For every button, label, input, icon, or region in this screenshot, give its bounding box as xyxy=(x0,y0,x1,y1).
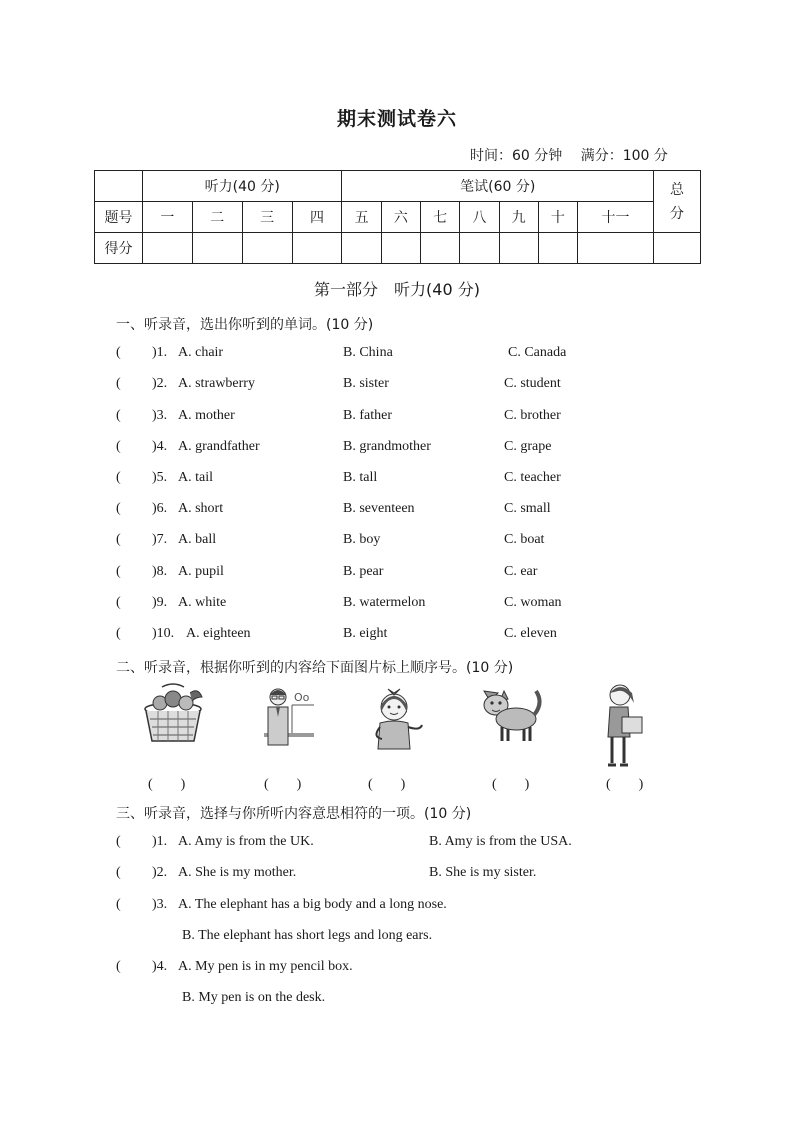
question-number: )6. xyxy=(152,501,168,516)
option-b: B. watermelon xyxy=(343,595,426,610)
answer-blank[interactable]: ( xyxy=(116,834,121,849)
option-b: B. eight xyxy=(343,626,388,641)
option-a: A. strawberry xyxy=(178,376,255,391)
option-c: C. woman xyxy=(504,595,562,610)
option-b: B. sister xyxy=(343,376,389,391)
section2-title: 二、听录音，根据你听到的内容给下面图片标上顺序号。(10 分) xyxy=(116,660,514,676)
option-b: B. She is my sister. xyxy=(429,865,537,880)
answer-blank[interactable]: ( xyxy=(116,564,121,579)
option-a: A. Amy is from the UK. xyxy=(178,834,314,849)
score-cell[interactable] xyxy=(421,233,460,264)
option-a: A. chair xyxy=(178,345,224,360)
option-c: C. boat xyxy=(504,532,545,547)
option-c: C. eleven xyxy=(504,626,557,641)
answer-blank[interactable]: ( xyxy=(116,345,121,360)
list-item xyxy=(116,439,736,459)
score-cell[interactable] xyxy=(342,233,381,264)
score-cell[interactable] xyxy=(460,233,499,264)
option-a: A. ball xyxy=(178,532,217,547)
answer-blank[interactable]: ( xyxy=(116,439,121,454)
question-number-cell: 二 xyxy=(192,202,242,233)
cat-picture xyxy=(478,683,544,745)
question-number: )1. xyxy=(152,834,168,849)
option-c: C. ear xyxy=(504,564,538,579)
question-number: )10. xyxy=(152,626,175,641)
list-item xyxy=(116,834,736,854)
picture-answer-blank[interactable]: ( ) xyxy=(148,777,186,792)
option-b: B. The elephant has short legs and long ears. xyxy=(182,928,433,943)
option-c: C. Canada xyxy=(508,345,567,360)
picture-answer-blank[interactable]: ( ) xyxy=(368,777,406,792)
score-cell[interactable] xyxy=(499,233,538,264)
question-number-cell: 五 xyxy=(342,202,381,233)
score-cell[interactable] xyxy=(538,233,577,264)
picture-answer-blank[interactable]: ( ) xyxy=(264,777,302,792)
list-item xyxy=(116,626,736,646)
answer-blank[interactable]: ( xyxy=(116,897,121,912)
answer-blank[interactable]: ( xyxy=(116,626,121,641)
list-item xyxy=(116,595,736,615)
question-number: )3. xyxy=(152,408,168,423)
list-item xyxy=(116,865,736,885)
list-item xyxy=(116,376,736,396)
question-number: )3. xyxy=(152,897,168,912)
list-item xyxy=(116,345,736,365)
section1-title: 一、听录音，选出你听到的单词。(10 分) xyxy=(116,317,374,333)
picture-answer-blank[interactable]: ( ) xyxy=(606,777,644,792)
time-limit: 时间：60 分钟 xyxy=(470,148,563,164)
question-number-cell: 一 xyxy=(143,202,193,233)
option-a: A. short xyxy=(178,501,224,516)
page-title: 期末测试卷六 xyxy=(336,108,457,130)
table-corner xyxy=(95,171,143,202)
answer-blank[interactable]: ( xyxy=(116,408,121,423)
option-a: A. My pen is in my pencil box. xyxy=(178,959,353,974)
list-item xyxy=(116,470,736,490)
answer-blank[interactable]: ( xyxy=(116,470,121,485)
option-c: C. grape xyxy=(504,439,552,454)
full-score: 满分：100 分 xyxy=(580,148,668,164)
question-number-cell: 八 xyxy=(460,202,499,233)
option-c: C. brother xyxy=(504,408,561,423)
option-c: C. small xyxy=(504,501,551,516)
question-number-cell: 九 xyxy=(499,202,538,233)
list-item xyxy=(116,408,736,428)
question-number-cell: 六 xyxy=(381,202,420,233)
section3-title: 三、听录音，选择与你所听内容意思相符的一项。(10 分) xyxy=(116,806,472,822)
answer-blank[interactable]: ( xyxy=(116,959,121,974)
option-a: A. pupil xyxy=(178,564,224,579)
question-number: )2. xyxy=(152,865,168,880)
option-b: B. tall xyxy=(343,470,378,485)
teacher-picture xyxy=(262,683,318,749)
option-a: A. mother xyxy=(178,408,235,423)
score-cell[interactable] xyxy=(381,233,420,264)
list-item xyxy=(116,532,736,552)
question-number: )8. xyxy=(152,564,168,579)
option-b: B. boy xyxy=(343,532,381,547)
question-number-cell: 七 xyxy=(421,202,460,233)
answer-blank[interactable]: ( xyxy=(116,595,121,610)
score-table xyxy=(94,170,701,264)
question-number: )1. xyxy=(152,345,168,360)
option-b: B. pear xyxy=(343,564,384,579)
girl-with-box-picture xyxy=(596,679,654,771)
option-a: A. The elephant has a big body and a long nose. xyxy=(178,897,447,912)
exam-meta xyxy=(470,145,682,165)
question-number: )2. xyxy=(152,376,168,391)
question-number: )9. xyxy=(152,595,168,610)
question-number-cell: 三 xyxy=(242,202,292,233)
total-header xyxy=(654,171,701,233)
option-b: B. father xyxy=(343,408,392,423)
total-label: 总分 xyxy=(670,181,684,222)
question-number-label: 题号 xyxy=(95,202,143,233)
score-cell[interactable] xyxy=(292,233,342,264)
picture-row xyxy=(130,683,670,753)
option-b: B. seventeen xyxy=(343,501,415,516)
svg-text:Oo: Oo xyxy=(294,691,310,704)
option-b: B. China xyxy=(343,345,393,360)
option-a: A. tail xyxy=(178,470,213,485)
writing-header: 笔试(60 分) xyxy=(342,171,654,202)
total-score-cell[interactable] xyxy=(654,233,701,264)
list-item xyxy=(116,897,736,917)
list-item xyxy=(116,501,736,521)
question-number-cell: 四 xyxy=(292,202,342,233)
score-label: 得分 xyxy=(95,233,143,264)
question-number: )4. xyxy=(152,959,168,974)
option-a: A. She is my mother. xyxy=(178,865,297,880)
option-a: A. grandfather xyxy=(178,439,260,454)
listening-header: 听力(40 分) xyxy=(143,171,342,202)
score-cell[interactable] xyxy=(143,233,193,264)
answer-blank[interactable]: ( xyxy=(116,501,121,516)
option-b: B. My pen is on the desk. xyxy=(182,990,326,1005)
question-number: )7. xyxy=(152,532,168,547)
score-cell[interactable] xyxy=(578,233,654,264)
option-a: A. white xyxy=(178,595,227,610)
answer-blank[interactable]: ( xyxy=(116,376,121,391)
fruit-basket-picture xyxy=(140,683,206,745)
picture-answer-blank[interactable]: ( ) xyxy=(492,777,530,792)
score-cell[interactable] xyxy=(242,233,292,264)
list-item xyxy=(116,564,736,584)
option-a: A. eighteen xyxy=(186,626,251,641)
question-number-cell: 十一 xyxy=(578,202,654,233)
answer-blank[interactable]: ( xyxy=(116,865,121,880)
option-c: C. student xyxy=(504,376,561,391)
score-cell[interactable] xyxy=(192,233,242,264)
answer-blank[interactable]: ( xyxy=(116,532,121,547)
list-item xyxy=(116,959,736,979)
girl-picture xyxy=(368,683,426,751)
option-c: C. teacher xyxy=(504,470,561,485)
question-number-cell: 十 xyxy=(538,202,577,233)
question-number: )4. xyxy=(152,439,168,454)
question-number: )5. xyxy=(152,470,168,485)
option-b: B. Amy is from the USA. xyxy=(429,834,572,849)
part1-title: 第一部分 听力(40 分) xyxy=(314,280,480,299)
option-b: B. grandmother xyxy=(343,439,431,454)
